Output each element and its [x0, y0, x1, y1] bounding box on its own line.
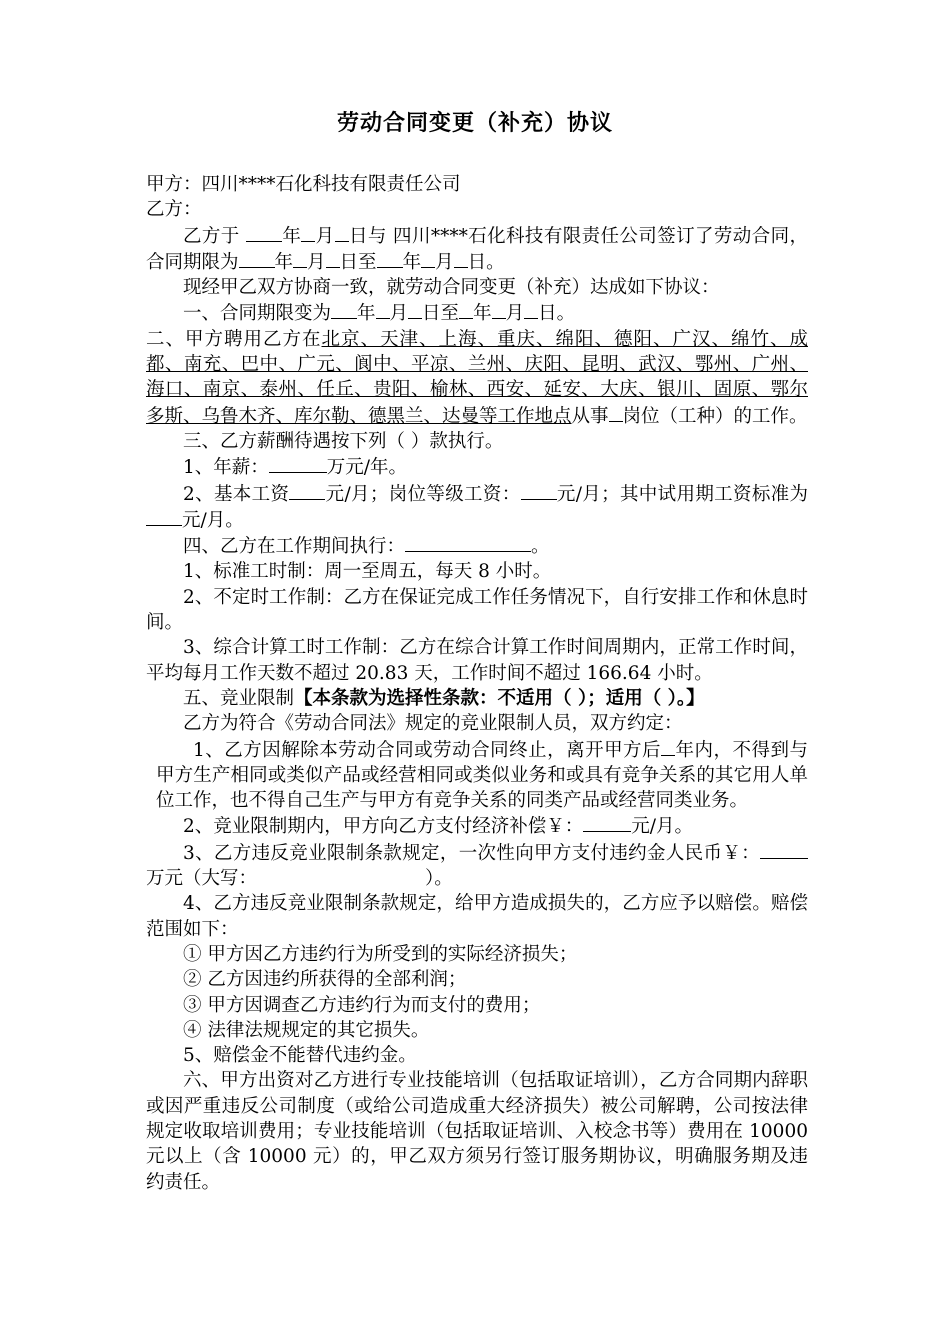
section-1: 一、合同期限变为 年 月 日至 年 月 日。 — [146, 300, 808, 326]
section-2: 二、甲方聘用乙方在北京、天津、上海、重庆、绵阳、德阳、广汉、绵竹、成都、南充、巴中、广元、阆中、平凉、兰州、庆阳、昆明、武汉、鄂州、广州、海口、南京、泰州、任丘、贵阳、榆林、西安、延安、大庆、银川、固原、鄂尔多斯、乌鲁木齐、库尔勒、德黑兰、达曼等工作地点从事 岗位（工种）的工作。 — [146, 328, 808, 427]
compensation-item-3: ③ 甲方因调查乙方违约行为而支付的费用； — [183, 994, 541, 1016]
section-4-item-1: 1、标准工时制：周一至周五，每天 8 小时。 — [183, 561, 552, 583]
section-3-head: 三、乙方薪酬待遇按下列（ ）款执行。 — [183, 430, 504, 452]
section-5-item-3: 3、乙方违反竞业限制条款规定，一次性向甲方支付违约金人民币￥：万元（大写： ）。 — [146, 840, 808, 892]
document-body — [146, 172, 808, 1195]
intro-paragraph: 乙方于 年 月 日与 四川****石化科技有限责任公司签订了劳动合同，合同期限为 年 月 日至 年 月 日。 — [146, 223, 808, 276]
work-locations: 北京、天津、上海、重庆、绵阳、德阳、广汉、绵竹、成都、南充、巴中、广元、阆中、平凉、兰州、庆阳、昆明、武汉、鄂州、广州、海口、南京、泰州、任丘、贵阳、榆林、西安、延安、大庆、银川、固原、鄂尔多斯、乌鲁木齐、库尔勒、德黑兰、达曼等工作地点 — [146, 328, 808, 427]
section-5-item-1: 1、乙方因解除本劳动合同或劳动合同终止，离开甲方后 年内，不得到与甲方生产相同或类似产品或经营相同或类似业务和或具有竞争关系的其它用人单位工作，也不得自己生产与甲方有竞争关系的同类产品或经营同类业务。 — [146, 737, 808, 814]
section-4-head: 四、乙方在工作期间执行： 。 — [146, 533, 808, 559]
section-4-item-3: 3、综合计算工时工作制：乙方在综合计算工作时间周期内，正常工作时间，平均每月工作天数不超过 20.83 天，工作时间不超过 166.64 小时。 — [146, 637, 808, 684]
party-b: 乙方： — [146, 199, 202, 221]
document-title: 劳动合同变更（补充）协议 — [336, 110, 613, 136]
section-5-item-5: 5、赔偿金不能替代违约金。 — [183, 1045, 417, 1067]
section-6: 六、甲方出资对乙方进行专业技能培训（包括取证培训），乙方合同期内辞职或因严重违反公司制度（或给公司造成重大经济损失）被公司解聘，公司按法律规定收取培训费用；专业技能培训（包括取证培训、入校念书等）费用在 10000 元以上（含 10000 元）的，甲乙双方须另行签订服务期协议，明确服务期及违约责任。 — [146, 1070, 808, 1193]
compensation-item-1: ① 甲方因乙方违约行为所受到的实际经济损失； — [183, 943, 578, 965]
party-a: 甲方：四川****石化科技有限责任公司 — [146, 174, 461, 195]
compensation-item-4: ④ 法律法规规定的其它损失。 — [183, 1019, 430, 1041]
section-5-item-4: 4、乙方违反竞业限制条款规定，给甲方造成损失的，乙方应予以赔偿。赔偿范围如下： — [146, 893, 808, 940]
section-3-item-2: 2、基本工资 元/月；岗位等级工资： 元/月；其中试用期工资标准为元/月。 — [146, 481, 808, 534]
section-5-head: 五、竞业限制【本条款为选择性条款：不适用（ ）；适用（ ）。】 — [183, 687, 705, 709]
agreement-intro: 现经甲乙双方协商一致，就劳动合同变更（补充）达成如下协议： — [183, 277, 720, 299]
section-4-item-2: 2、不定时工作制：乙方在保证完成工作任务情况下，自行安排工作和休息时间。 — [146, 586, 808, 634]
section-3-item-1: 1、年薪： 万元/年。 — [146, 454, 808, 480]
compensation-item-2: ② 乙方因违约所获得的全部利润； — [183, 969, 467, 991]
section-5-item-2: 2、竞业限制期内，甲方向乙方支付经济补偿￥： 元/月。 — [146, 813, 808, 839]
section-5-intro: 乙方为符合《劳动合同法》规定的竞业限制人员，双方约定： — [183, 713, 683, 735]
